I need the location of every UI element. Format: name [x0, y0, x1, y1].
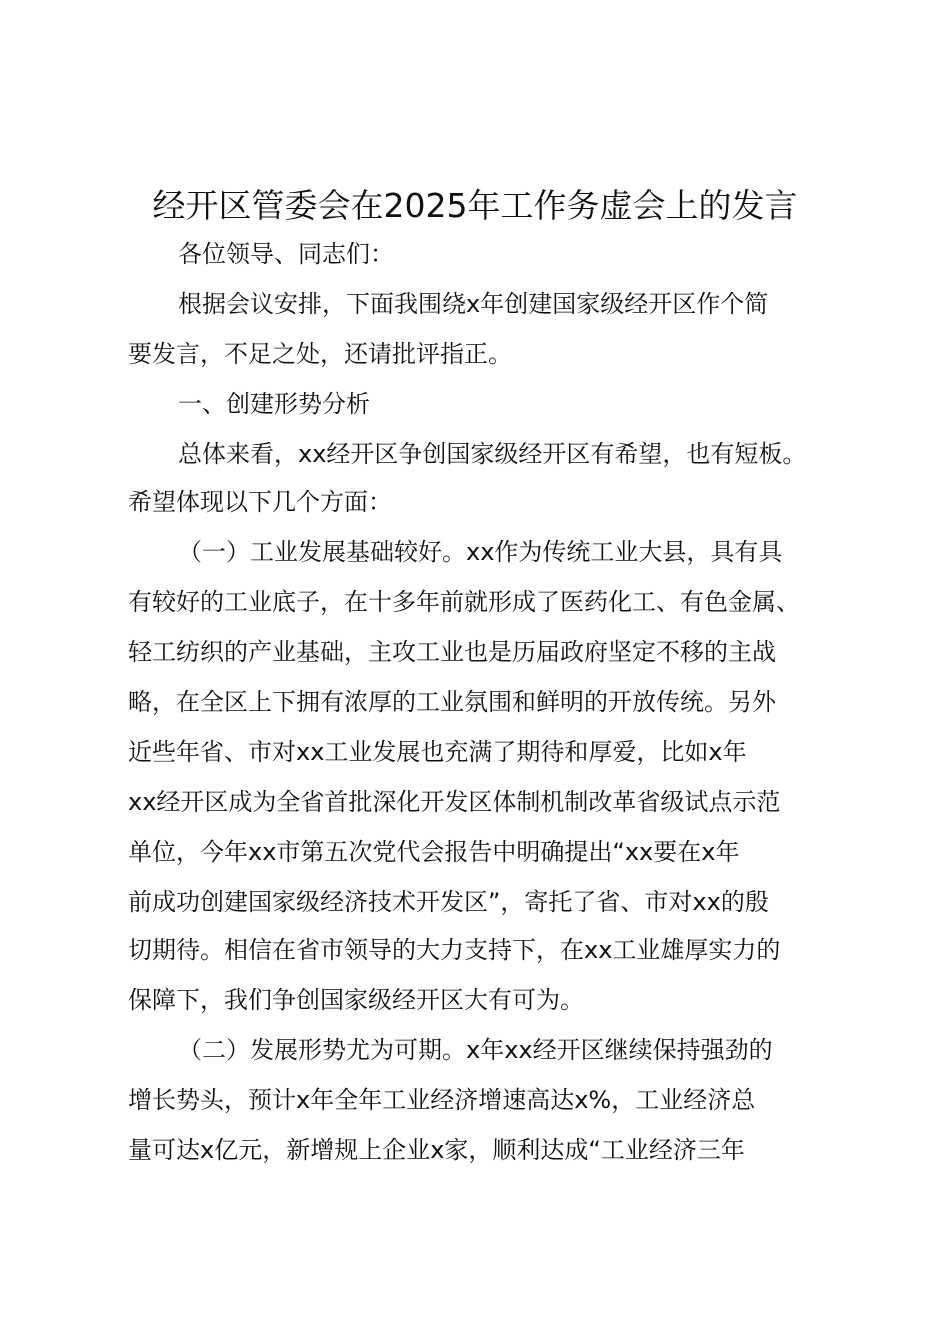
paragraph-line: 保障下，我们争创国家级经开区大有可为。: [128, 986, 584, 1014]
paragraph-line: 量可达x亿元，新增规上企业x家，顺利达成“工业经济三年: [128, 1136, 745, 1164]
paragraph-line: 单位，今年xx市第五次党代会报告中明确提出“xx要在x年: [128, 838, 740, 866]
paragraph-line: 总体来看，xx经开区争创国家级经开区有希望，也有短板。: [178, 440, 807, 468]
paragraph-line: 希望体现以下几个方面：: [128, 488, 392, 516]
paragraph-line: 略，在全区上下拥有浓厚的工业氛围和鲜明的开放传统。另外: [128, 688, 776, 716]
paragraph-line: xx经开区成为全省首批深化开发区体制机制改革省级试点示范: [128, 788, 781, 816]
paragraph-line: 根据会议安排，下面我围绕x年创建国家级经开区作个简: [178, 290, 769, 318]
paragraph-line: 要发言，不足之处，还请批评指正。: [128, 340, 512, 368]
paragraph-line: （一）工业发展基础较好。xx作为传统工业大县，具有具: [178, 538, 783, 566]
paragraph-line: 增长势头，预计x年全年工业经济增速高达x%，工业经济总: [128, 1086, 756, 1114]
paragraph-line: 切期待。相信在省市领导的大力支持下，在xx工业雄厚实力的: [128, 936, 781, 964]
paragraph-line: （二）发展形势尤为可期。x年xx经开区继续保持强劲的: [178, 1036, 773, 1064]
document-title: 经开区管委会在2025年工作务虚会上的发言: [152, 186, 798, 225]
paragraph-line: 前成功创建国家级经济技术开发区”，寄托了省、市对xx的殷: [128, 888, 769, 916]
salutation: 各位领导、同志们：: [178, 240, 394, 268]
section-heading: 一、创建形势分析: [178, 390, 370, 418]
paragraph-line: 有较好的工业底子，在十多年前就形成了医药化工、有色金属、: [128, 588, 800, 616]
paragraph-line: 轻工纺织的产业基础，主攻工业也是历届政府坚定不移的主战: [128, 638, 776, 666]
paragraph-line: 近些年省、市对xx工业发展也充满了期待和厚爱，比如x年: [128, 738, 747, 766]
